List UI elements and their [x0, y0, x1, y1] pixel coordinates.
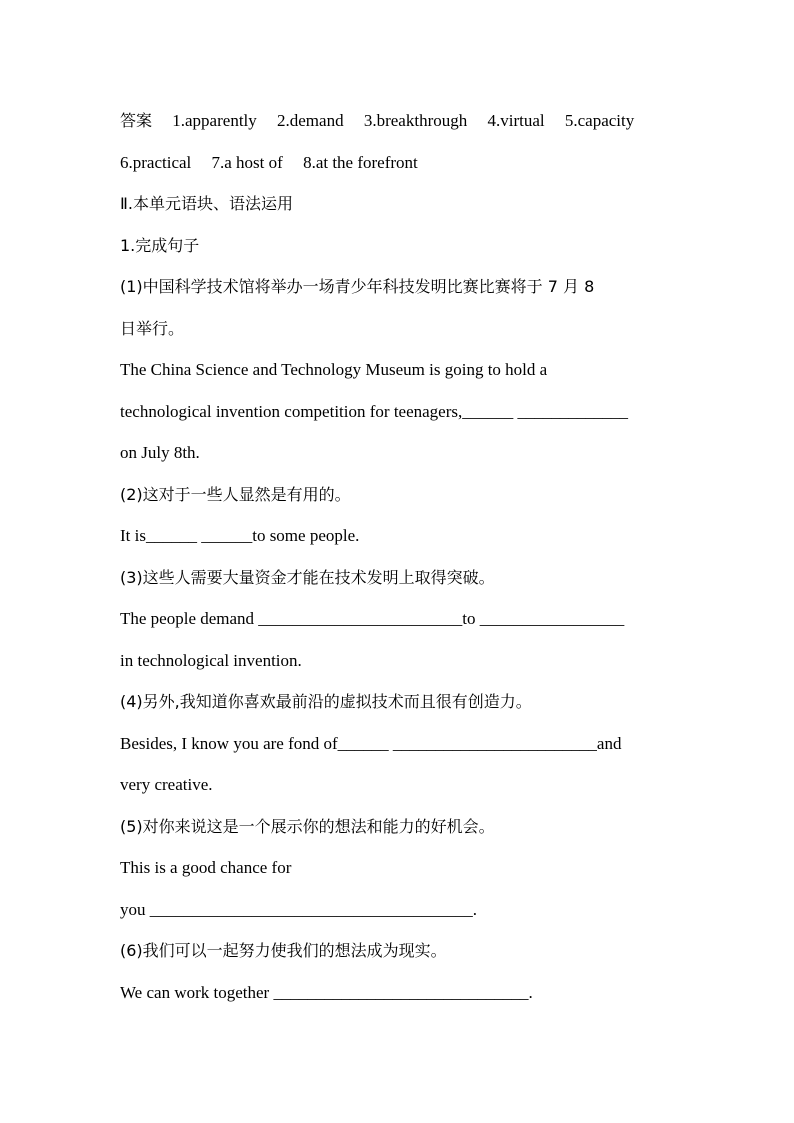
q1-chinese-line-2: 日举行。 [120, 318, 185, 338]
answer-item: 5.capacity [564, 111, 635, 130]
answer-item: 4.virtual [487, 111, 545, 130]
q3-chinese: (3)这些人需要大量资金才能在技术发明上取得突破。 [120, 567, 495, 587]
q6-chinese: (6)我们可以一起努力使我们的想法成为现实。 [120, 941, 447, 960]
answer-item: 1.apparently [172, 111, 257, 130]
q5-chinese: (5)对你来说这是一个展示你的想法和能力的好机会。 [120, 816, 495, 836]
q4-english-line-2: very creative. [120, 775, 213, 794]
q1-english-line-2: technological invention competition for teenagers,______ _____________ [120, 401, 628, 421]
answer-item: 6.practical [120, 152, 192, 172]
q4-english-line-1: Besides, I know you are fond of______ ________________________and [120, 733, 622, 753]
answer-line-1 [120, 100, 680, 142]
answer-item: 7.a host of [211, 152, 283, 172]
answer-item: 2.demand [277, 111, 344, 130]
document-page [120, 100, 680, 1013]
q5-english-line-2: you ______________________________________. [120, 899, 477, 919]
answer-item: 8.at the forefront [303, 152, 418, 172]
answer-item: 3.breakthrough [363, 111, 468, 130]
q3-english-line-1: The people demand ________________________to _________________ [120, 609, 625, 628]
q4-chinese: (4)另外,我知道你喜欢最前沿的虚拟技术而且很有创造力。 [120, 692, 532, 711]
answer-line-2 [120, 142, 680, 184]
answer-label: 答案 [120, 111, 153, 130]
q2-chinese: (2)这对于一些人显然是有用的。 [120, 484, 351, 504]
section-title: Ⅱ.本单元语块、语法运用 [120, 194, 293, 213]
q1-chinese-line-1: (1)中国科学技术馆将举办一场青少年科技发明比赛比赛将于 7 月 8 [120, 277, 595, 296]
q1-english-line-3: on July 8th. [120, 443, 200, 462]
q5-english-line-1: This is a good chance for [120, 858, 292, 877]
q6-english: We can work together ______________________________. [120, 982, 533, 1002]
q3-english-line-2: in technological invention. [120, 650, 302, 670]
q1-english-line-1: The China Science and Technology Museum is going to hold a [120, 360, 548, 379]
section-subtitle: 1.完成句子 [120, 235, 200, 255]
q2-english: It is______ ______to some people. [120, 526, 360, 545]
